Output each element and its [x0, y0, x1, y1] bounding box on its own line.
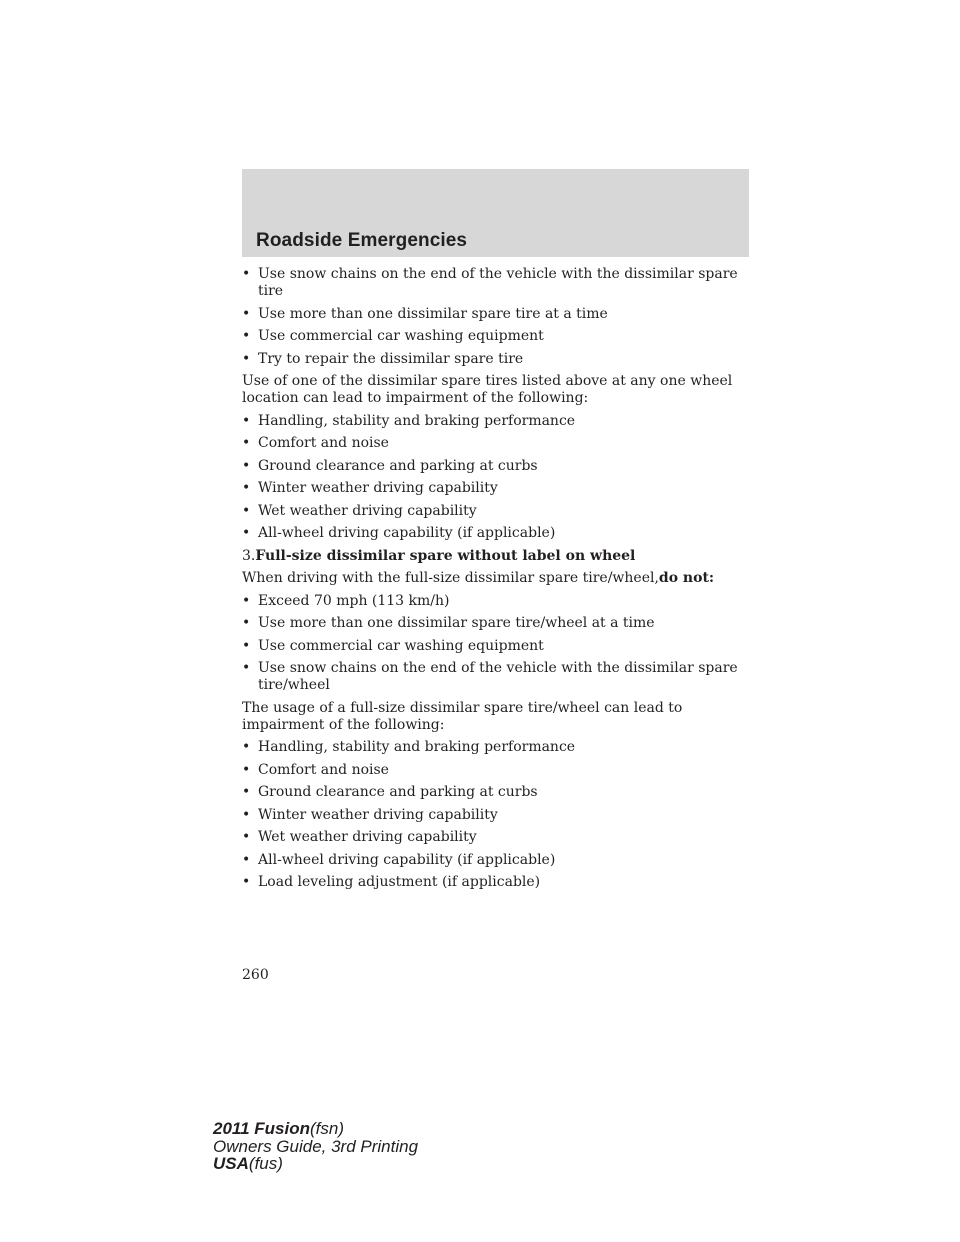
bullet-icon: •: [242, 525, 251, 541]
item-heading: Full-size dissimilar spare without label on wheel: [255, 547, 636, 564]
footer-line-market: USA(fus): [213, 1154, 283, 1173]
list-item: • Wet weather driving capability: [242, 502, 477, 519]
section-title: Roadside Emergencies: [256, 230, 468, 251]
list-item: • Use more than one dissimilar spare tire at a time: [242, 305, 608, 322]
bullet-icon: •: [242, 502, 251, 519]
bullet-icon: •: [242, 829, 251, 845]
paragraph: When driving with the full-size dissimilar spare tire/wheel,do not:: [242, 570, 715, 586]
section-header-band: [242, 169, 749, 257]
bullet-icon: •: [242, 806, 251, 823]
bullet-icon: •: [242, 435, 251, 451]
paragraph: The usage of a full-size dissimilar spare tire/wheel can lead to impairment of the following:: [242, 699, 683, 733]
bullet-icon: •: [242, 266, 251, 282]
numbered-heading: [242, 548, 742, 565]
list-item: • Handling, stability and braking performance: [242, 412, 576, 429]
footer-line-guide: Owners Guide, 3rd Printing: [213, 1136, 419, 1156]
bullet-icon: •: [242, 328, 251, 344]
page-number: 260: [242, 967, 269, 983]
list-item: • Load leveling adjustment (if applicable): [242, 874, 541, 890]
bullet-icon: •: [242, 874, 251, 890]
bullet-icon: •: [242, 784, 251, 800]
list-item: • Use more than one dissimilar spare tire/wheel at a time: [242, 615, 655, 631]
list-item: • Use snow chains on the end of the vehicle with the dissimilar spare tire/wheel: [242, 660, 738, 693]
document-footer: [213, 1120, 418, 1173]
list-item: • Ground clearance and parking at curbs: [242, 457, 538, 474]
list-item: • Use commercial car washing equipment: [242, 328, 544, 344]
list-item: • Comfort and noise: [242, 761, 389, 778]
list-item: • Ground clearance and parking at curbs: [242, 784, 538, 800]
bullet-icon: •: [242, 480, 251, 496]
list-item: • All-wheel driving capability (if applicable): [242, 851, 556, 868]
bullet-icon: •: [242, 637, 251, 654]
bullet-icon: •: [242, 412, 251, 429]
list-item: • Handling, stability and braking performance: [242, 739, 576, 755]
list-item: • Use snow chains on the end of the vehicle with the dissimilar spare tire: [242, 266, 738, 299]
list-item: • Comfort and noise: [242, 435, 389, 451]
list-item: • Winter weather driving capability: [242, 806, 498, 823]
list-item: • All-wheel driving capability (if applicable): [242, 525, 556, 541]
paragraph: Use of one of the dissimilar spare tires listed above at any one wheel location can lead to impairment of the following:: [242, 373, 733, 406]
footer-line-model: 2011 Fusion(fsn): [213, 1119, 344, 1138]
bullet-icon: •: [242, 739, 251, 755]
list-item: • Try to repair the dissimilar spare tire: [242, 350, 524, 367]
list-item: • Winter weather driving capability: [242, 480, 498, 496]
page-content: [242, 266, 742, 891]
bullet-icon: •: [242, 660, 251, 676]
bullet-icon: •: [242, 350, 251, 367]
list-item: • Use commercial car washing equipment: [242, 637, 544, 654]
bullet-icon: •: [242, 761, 251, 778]
item-number: 3.: [242, 547, 256, 564]
bullet-icon: •: [242, 592, 251, 609]
bullet-icon: •: [242, 851, 251, 868]
bullet-icon: •: [242, 457, 251, 474]
emphasis: do not:: [658, 570, 715, 586]
bullet-icon: •: [242, 615, 251, 631]
bullet-icon: •: [242, 305, 251, 322]
list-item: • Exceed 70 mph (113 km/h): [242, 592, 450, 609]
list-item: • Wet weather driving capability: [242, 829, 477, 845]
